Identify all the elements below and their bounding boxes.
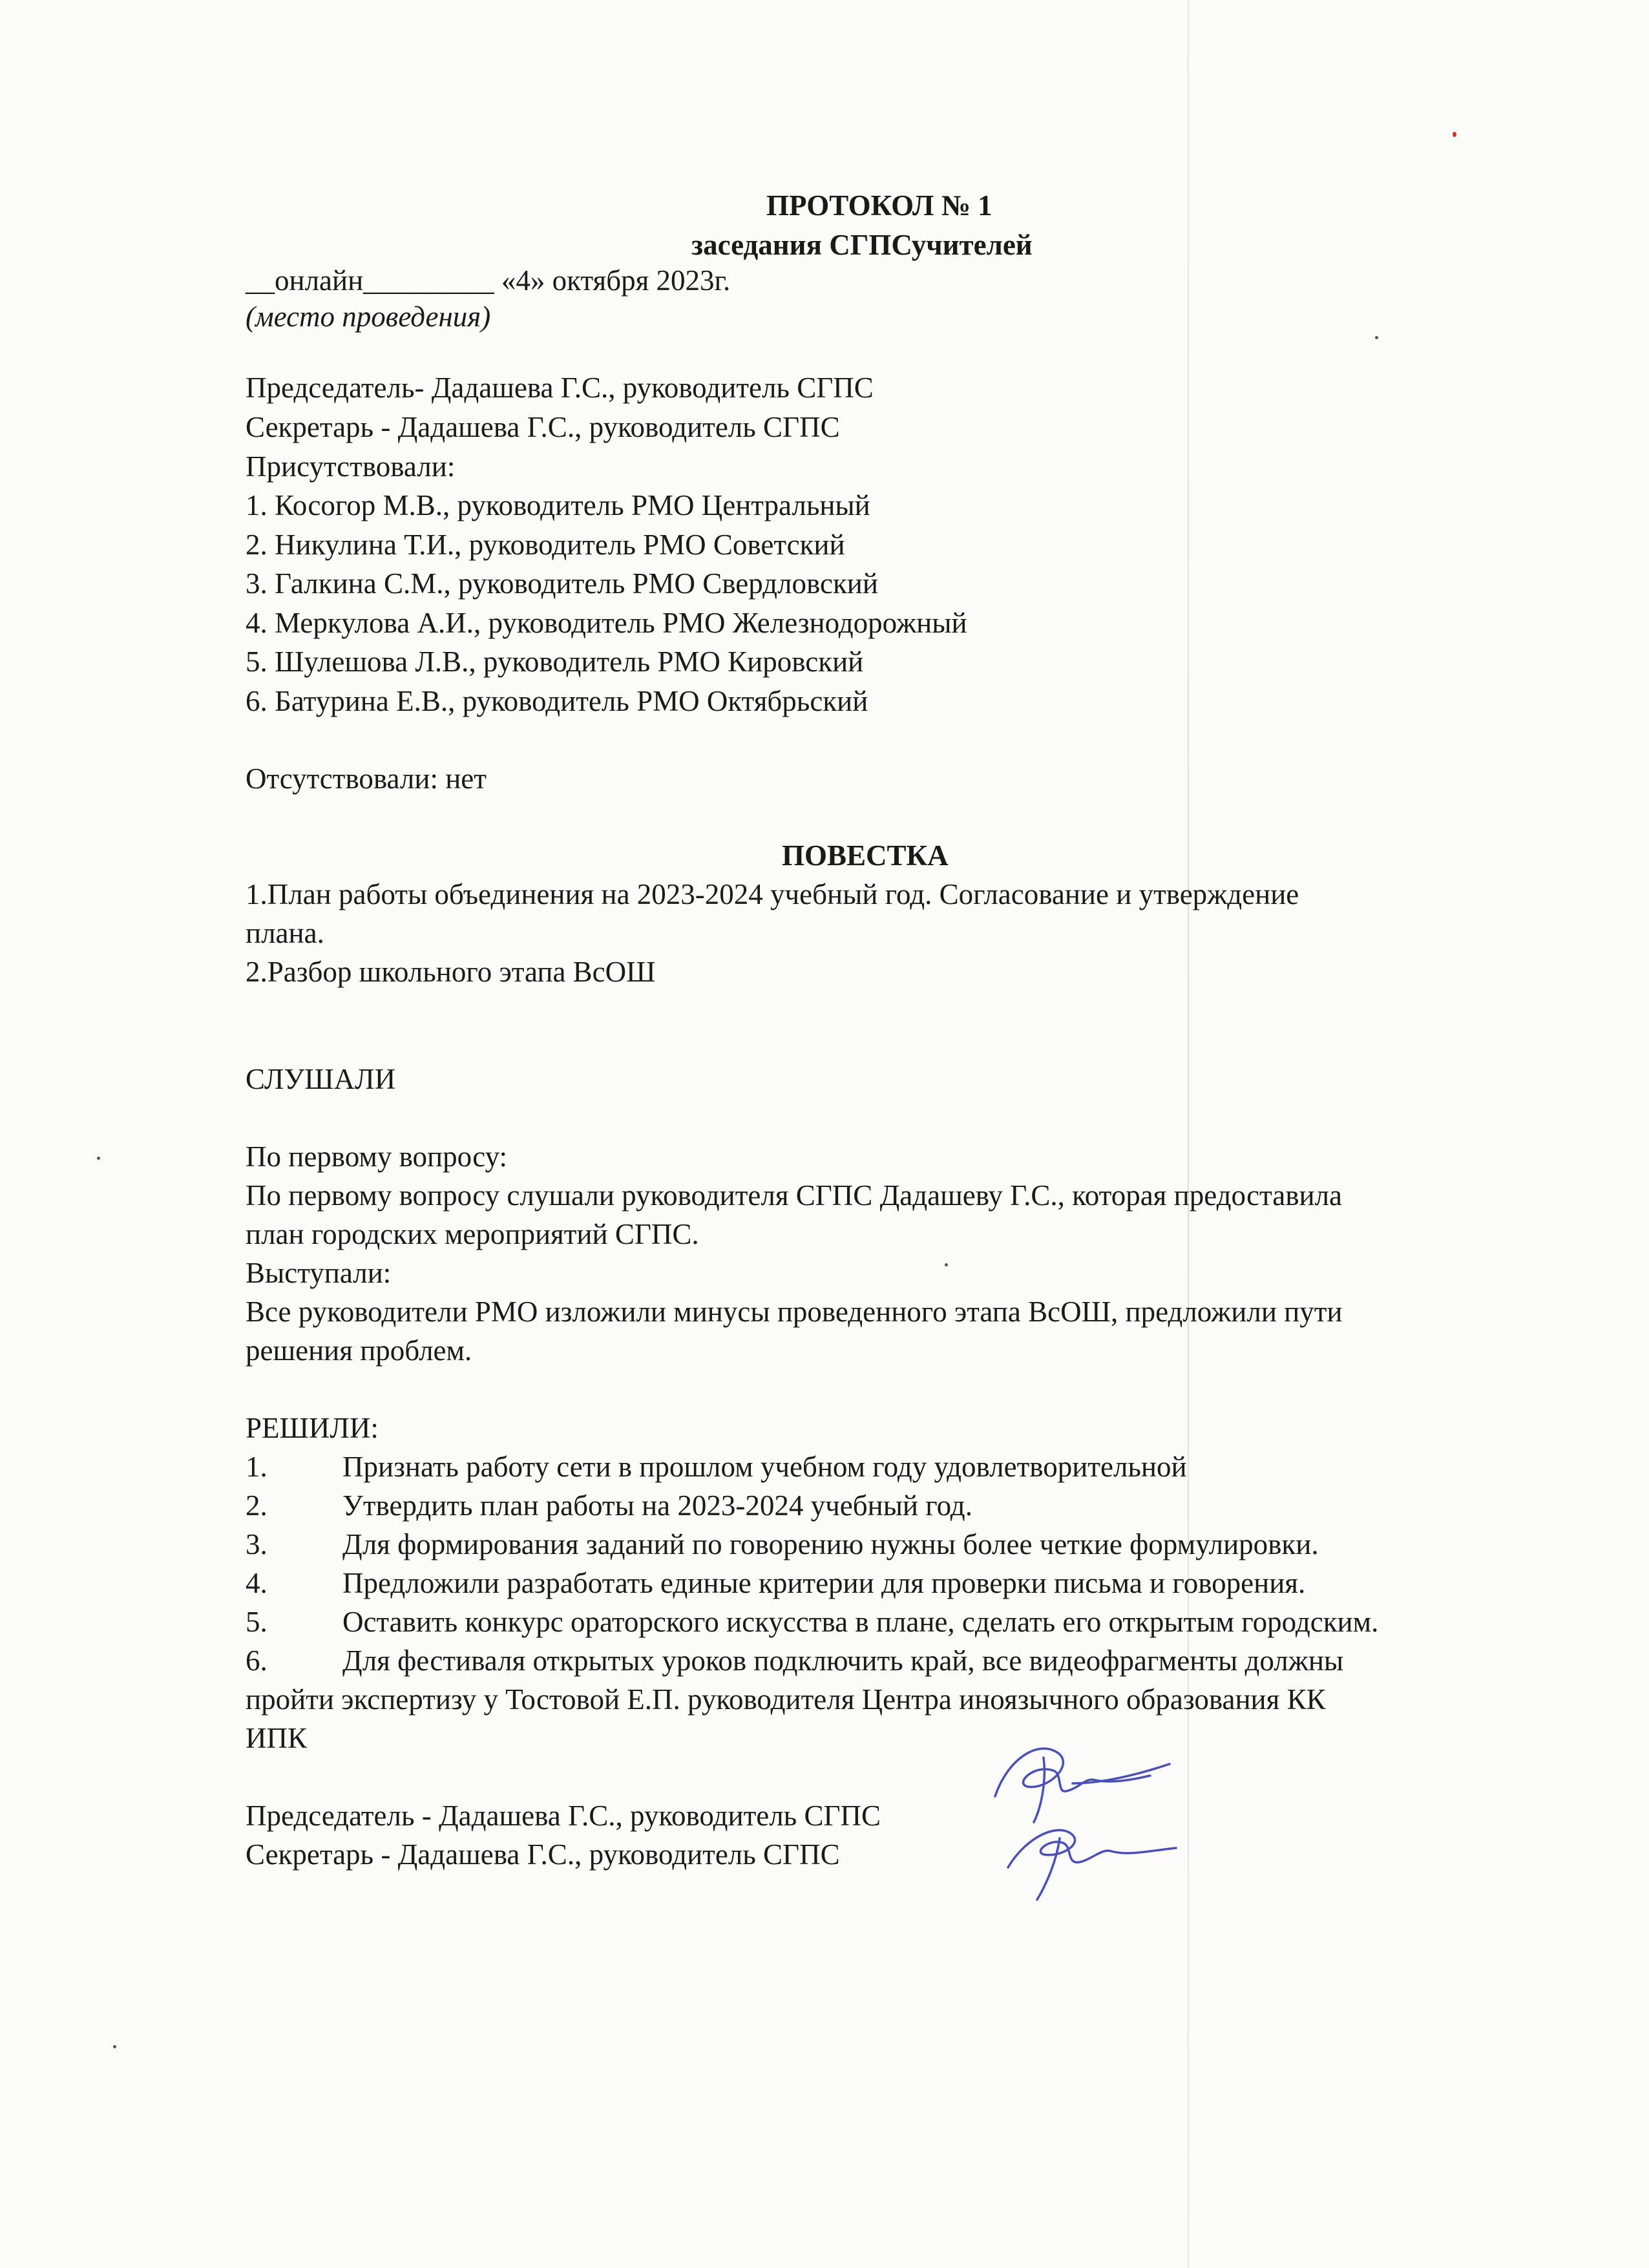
- agenda-item: 1.План работы объединения на 2023-2024 учебный год. Согласование и утверждение: [246, 878, 1299, 910]
- place-label: (место проведения): [246, 300, 491, 333]
- ink-speck: [113, 2045, 116, 2048]
- chair-line: Председатель- Дадашева Г.С., руководитель СГПС: [246, 372, 874, 404]
- decision-text-continued: пройти экспертизу у Тостовой Е.П. руководителя Центра иноязычного образования КК: [246, 1683, 1326, 1716]
- decision-item: [246, 1525, 1319, 1564]
- decision-item: [246, 1447, 1187, 1487]
- decision-item: [246, 1602, 1378, 1642]
- ink-speck: [1375, 336, 1378, 339]
- agenda-item-continued: плана.: [246, 917, 324, 949]
- decision-number: 5.: [246, 1606, 268, 1638]
- spoke-text-continued: решения проблем.: [246, 1334, 472, 1367]
- decided-title: РЕШИЛИ:: [246, 1412, 379, 1444]
- document-title: ПРОТОКОЛ № 1: [766, 189, 993, 222]
- present-item: 6. Батурина Е.В., руководитель РМО Октябрьский: [246, 685, 868, 717]
- decision-number: 1.: [246, 1451, 268, 1483]
- present-item: 4. Меркулова А.И., руководитель РМО Железнодорожный: [246, 607, 967, 639]
- present-item: 1. Косогор М.В., руководитель РМО Центральный: [246, 489, 870, 521]
- spoke-text: Все руководители РМО изложили минусы проведенного этапа ВсОШ, предложили пути: [246, 1296, 1343, 1328]
- decision-number: 3.: [246, 1528, 268, 1560]
- paper-fold-line: [1188, 0, 1189, 2268]
- heard-title: СЛУШАЛИ: [246, 1063, 396, 1095]
- present-item: 3. Галкина С.М., руководитель РМО Свердловский: [246, 567, 878, 600]
- decision-number: 2.: [246, 1489, 268, 1522]
- agenda-item: 2.Разбор школьного этапа ВсОШ: [246, 956, 656, 988]
- handwritten-signature-icon: [982, 1719, 1189, 1906]
- decision-text: Оставить конкурс ораторского искусства в плане, сделать его открытым городским.: [342, 1606, 1379, 1638]
- signature-chair-line: Председатель - Дадашева Г.С., руководитель СГПС: [246, 1800, 881, 1832]
- signature-secretary-line: Секретарь - Дадашева Г.С., руководитель СГПС: [246, 1838, 840, 1871]
- ink-speck: [97, 1157, 100, 1160]
- decision-text: Для фестиваля открытых уроков подключить край, все видеофрагменты должны: [342, 1644, 1344, 1677]
- ink-speck: [1453, 132, 1456, 137]
- decision-item: [246, 1486, 972, 1526]
- decision-text: Признать работу сети в прошлом учебном году удовлетворительной: [342, 1451, 1187, 1483]
- decision-text: Утвердить план работы на 2023-2024 учебный год.: [342, 1489, 972, 1522]
- decision-item: [246, 1641, 1343, 1681]
- decision-text-continued: ИПК: [246, 1722, 308, 1754]
- heard-text: По первому вопросу слушали руководителя СГПС Дадашеву Г.С., которая предоставила: [246, 1179, 1343, 1212]
- decision-text: Для формирования заданий по говорению нужны более четкие формулировки.: [342, 1528, 1319, 1560]
- ink-speck: [945, 1263, 948, 1266]
- agenda-title: ПОВЕСТКА: [782, 839, 949, 872]
- decision-number: 6.: [246, 1644, 268, 1677]
- decision-item: [246, 1564, 1305, 1603]
- spoke-label: Выступали:: [246, 1257, 392, 1289]
- heard-text-continued: план городских мероприятий СГПС.: [246, 1218, 699, 1250]
- present-item: 5. Шулешова Л.В., руководитель РМО Кировский: [246, 646, 864, 678]
- place-date-line: __онлайн_________ «4» октября 2023г.: [246, 264, 731, 297]
- absent-line: Отсутствовали: нет: [246, 762, 487, 795]
- decision-text: Предложили разработать единые критерии для проверки письма и говорения.: [342, 1567, 1306, 1599]
- question-label: По первому вопросу:: [246, 1140, 508, 1173]
- document-subtitle: заседания СГПСучителей: [691, 229, 1033, 261]
- secretary-line: Секретарь - Дадашева Г.С., руководитель СГПС: [246, 411, 840, 443]
- present-item: 2. Никулина Т.И., руководитель РМО Советский: [246, 529, 845, 561]
- decision-number: 4.: [246, 1567, 268, 1599]
- present-label: Присутствовали:: [246, 450, 456, 483]
